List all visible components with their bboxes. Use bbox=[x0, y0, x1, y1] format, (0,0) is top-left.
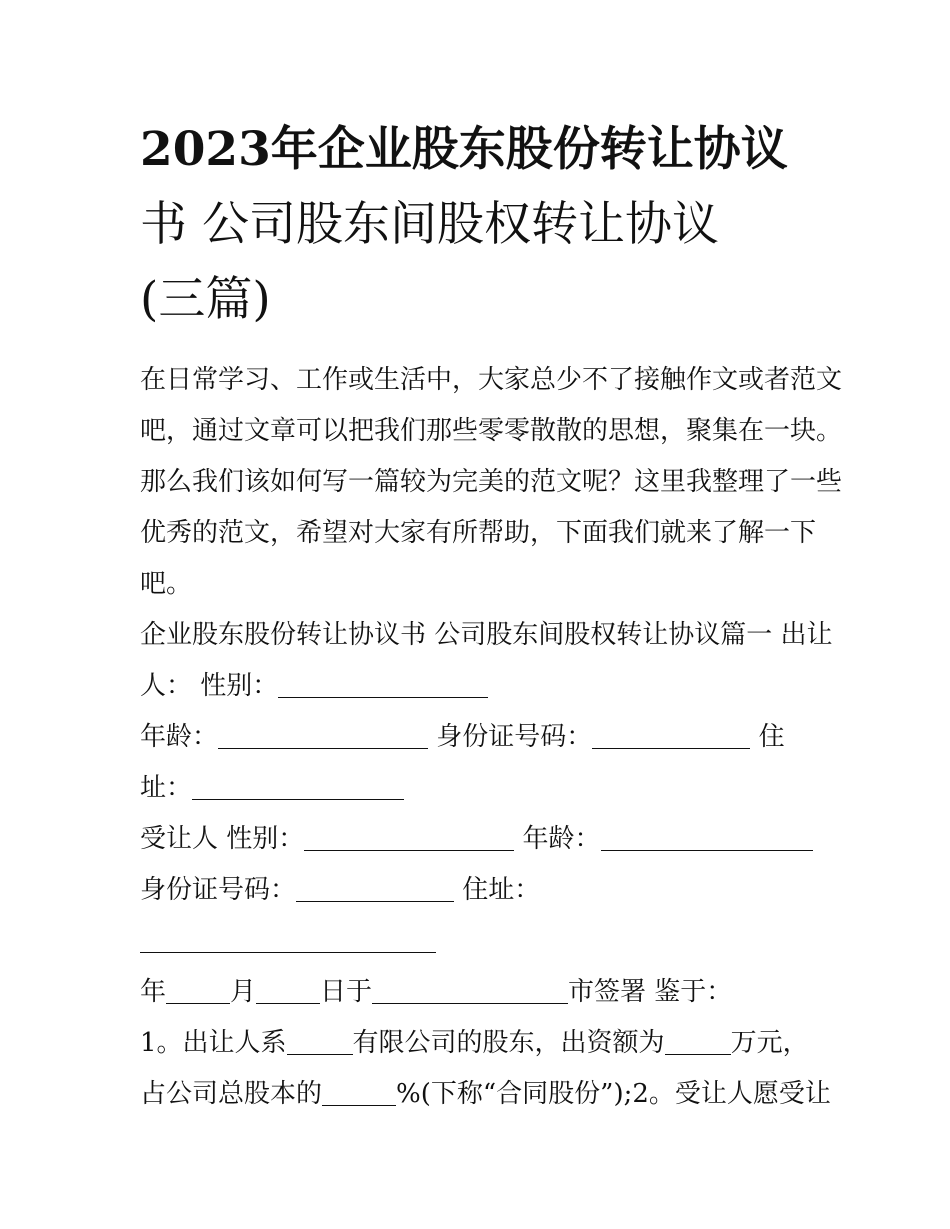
transferee-gender-label: 受让人 性别： bbox=[140, 824, 305, 854]
date-month-blank bbox=[256, 977, 320, 1004]
percentage-blank bbox=[322, 1079, 396, 1106]
agreement-heading: 企业股东股份转让协议书 公司股东间股权转让协议篇一 出让 bbox=[140, 620, 833, 650]
transferee-age-blank bbox=[601, 824, 813, 851]
date-month-label: 月 bbox=[230, 977, 257, 1007]
date-city-blank bbox=[372, 977, 568, 1004]
intro-line-5: 吧。 bbox=[140, 569, 193, 599]
intro-line-2: 吧，通过文章可以把我们那些零零散散的思想，聚集在一块。 bbox=[140, 416, 843, 446]
clause-1-continued-line bbox=[140, 1069, 831, 1120]
transferor-addr-prefix: 住 bbox=[758, 722, 785, 752]
clause-1-part-b: 有限公司的股东，出资额为 bbox=[352, 1028, 665, 1058]
intro-line-4: 优秀的范文，希望对大家有所帮助，下面我们就来了解一下 bbox=[140, 518, 817, 548]
date-year-blank bbox=[166, 977, 230, 1004]
transferee-id-blank bbox=[296, 875, 454, 902]
transferee-address-blank bbox=[140, 926, 436, 953]
transferor-addr-suffix: 址： bbox=[140, 773, 193, 803]
transferor-address-blank bbox=[192, 773, 404, 800]
date-day-label: 日于 bbox=[320, 977, 373, 1007]
date-city-label: 市签署 鉴于： bbox=[568, 977, 733, 1007]
clause-1-part-d: 占公司总股本的 bbox=[140, 1079, 323, 1109]
title-line-2: 书 公司股东间股权转让协议 bbox=[140, 197, 719, 252]
company-blank bbox=[287, 1028, 353, 1055]
transferor-line bbox=[140, 661, 820, 712]
document-title bbox=[140, 112, 840, 337]
transferee-address-line bbox=[140, 916, 820, 967]
transferor-address-line bbox=[140, 763, 820, 814]
title-line-3: (三篇) bbox=[140, 272, 271, 327]
transferee-age-label: 年龄： bbox=[522, 824, 601, 854]
transferee-id-label: 身份证号码： bbox=[140, 875, 297, 905]
transferee-gender-blank bbox=[304, 824, 514, 851]
intro-line-3: 那么我们该如何写一篇较为完美的范文呢？这里我整理了一些 bbox=[140, 467, 843, 497]
transferor-gender-label: 人： 性别： bbox=[140, 671, 279, 701]
date-year-label: 年 bbox=[140, 977, 167, 1007]
transferee-addr-label: 住址： bbox=[462, 875, 541, 905]
clause-1-part-a: 1。出让人系 bbox=[140, 1028, 287, 1058]
transferee-line bbox=[140, 814, 820, 865]
signing-date-line bbox=[140, 967, 820, 1018]
clause-1-part-e: %(下称“合同股份”);2。受让人愿受让 bbox=[396, 1079, 831, 1109]
transferor-age-label: 年龄： bbox=[140, 722, 219, 752]
transferor-age-blank bbox=[218, 722, 428, 749]
transferor-gender-blank bbox=[278, 671, 488, 698]
clause-1-part-c: 万元， bbox=[730, 1028, 809, 1058]
transferee-id-line bbox=[140, 865, 820, 916]
transferor-id-blank bbox=[592, 722, 750, 749]
transferor-id-label: 身份证号码： bbox=[436, 722, 593, 752]
intro-line-1: 在日常学习、工作或生活中，大家总少不了接触作文或者范文 bbox=[140, 365, 843, 395]
transferor-age-id-line bbox=[140, 712, 820, 763]
clause-1-line bbox=[140, 1018, 820, 1069]
capital-blank bbox=[665, 1028, 731, 1055]
title-line-1: 2023年企业股东股份转让协议 bbox=[140, 122, 788, 177]
document-body bbox=[140, 355, 843, 1120]
